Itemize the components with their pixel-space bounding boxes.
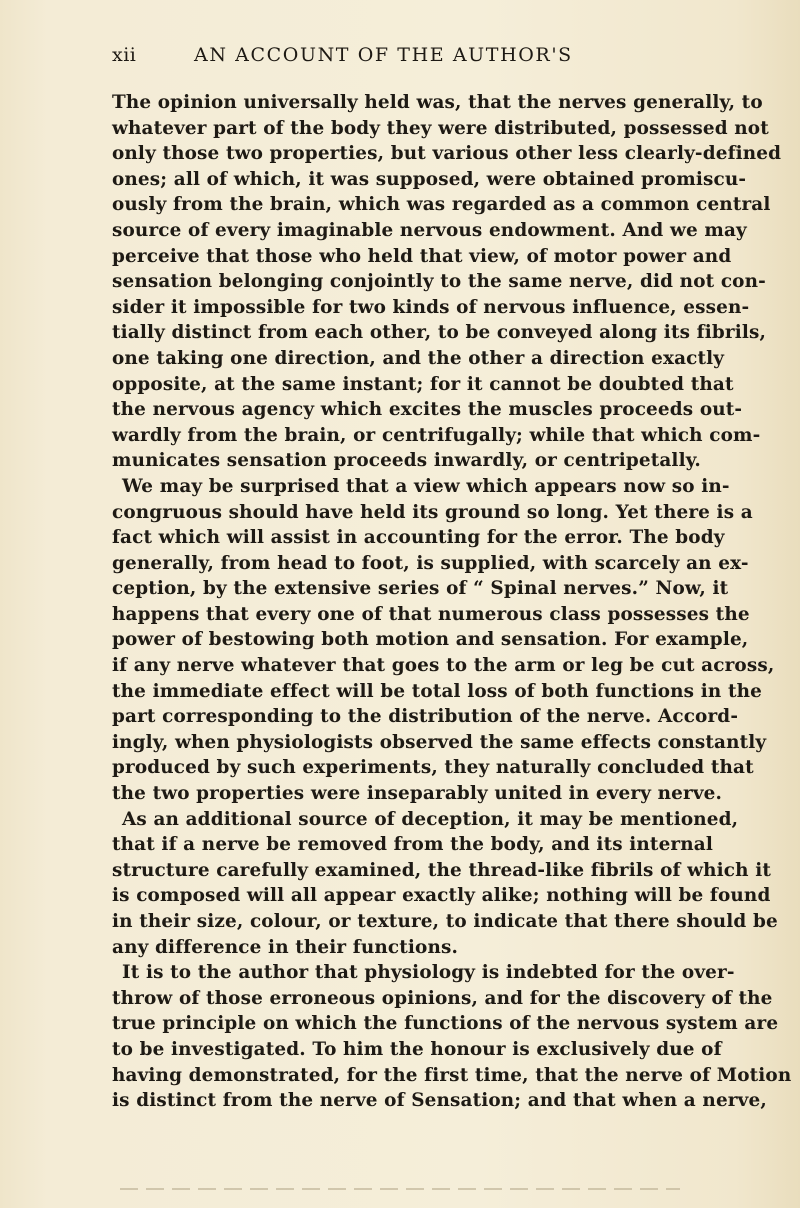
text-line: ception, by the extensive series of “ Spinal nerves.” Now, it [112, 578, 729, 600]
text-line: opposite, at the same instant; for it cannot be doubted that [112, 373, 734, 395]
page-edge-rule [120, 1188, 680, 1190]
text-line: the immediate effect will be total loss of both functions in the [112, 680, 762, 702]
text-line: perceive that those who held that view, of motor power and [112, 245, 732, 267]
text-line: any difference in their functions. [112, 936, 459, 958]
text-line: one taking one direction, and the other a direction exactly [112, 347, 725, 369]
text-line: municates sensation proceeds inwardly, or centripetally. [112, 450, 701, 472]
text-line: The opinion universally held was, that the nerves generally, to [112, 92, 763, 113]
text-line: As an additional source of deception, it may be mentioned, [122, 808, 739, 830]
text-line: part corresponding to the distribution of the nerve. Accord- [112, 706, 739, 728]
text-line: having demonstrated, for the first time, that the nerve of Motion [112, 1064, 792, 1086]
text-line: source of every imaginable nervous endowment. And we may [112, 219, 747, 241]
text-line: that if a nerve be removed from the body, and its internal [112, 834, 713, 856]
text-line: sensation belonging conjointly to the same nerve, did not con- [112, 271, 766, 293]
text-line: structure carefully examined, the thread-like fibrils of which it [112, 859, 771, 881]
text-line: generally, from head to foot, is supplied, with scarcely an ex- [112, 552, 749, 574]
text-line: ously from the brain, which was regarded as a common central [112, 194, 771, 216]
running-head [112, 44, 690, 74]
text-line: the nervous agency which excites the muscles proceeds out- [112, 399, 743, 421]
text-line: It is to the author that physiology is indebted for the over- [122, 962, 735, 984]
text-line: ingly, when physiologists observed the same effects constantly [112, 731, 767, 753]
text-line: happens that every one of that numerous class possesses the [112, 603, 750, 625]
text-line: tially distinct from each other, to be conveyed along its fibrils, [112, 322, 767, 344]
text-line: ones; all of which, it was supposed, were obtained promiscu- [112, 168, 747, 190]
text-line: power of bestowing both motion and sensation. For example, [112, 629, 749, 651]
text-line: fact which will assist in accounting for the error. The body [112, 527, 725, 549]
text-line: to be investigated. To him the honour is exclusively due of [112, 1038, 722, 1060]
text-line: if any nerve whatever that goes to the arm or leg be cut across, [112, 655, 775, 677]
text-line: congruous should have held its ground so long. Yet there is a [112, 501, 753, 523]
text-line: only those two properties, but various other less clearly-defined [112, 143, 782, 165]
text-line: is distinct from the nerve of Sensation; and that when a nerve, [112, 1090, 767, 1112]
text-line: is composed will all appear exactly alike; nothing will be found [112, 885, 771, 907]
body-text [112, 90, 792, 1114]
text-line: the two properties were inseparably united in every nerve. [112, 783, 723, 805]
page-number: xii [112, 44, 137, 66]
text-line: sider it impossible for two kinds of nervous influence, essen- [112, 296, 750, 318]
text-line: throw of those erroneous opinions, and for the discovery of the [112, 987, 773, 1009]
text-line: produced by such experiments, they naturally concluded that [112, 757, 754, 779]
running-head-title: AN ACCOUNT OF THE AUTHOR'S [194, 44, 573, 66]
text-line: We may be surprised that a view which appears now so in- [122, 475, 730, 497]
text-line: wardly from the brain, or centrifugally; while that which com- [112, 424, 761, 446]
text-line: true principle on which the functions of the nervous system are [112, 1013, 779, 1035]
text-line: whatever part of the body they were distributed, possessed not [112, 117, 769, 139]
text-line: in their size, colour, or texture, to indicate that there should be [112, 911, 778, 932]
